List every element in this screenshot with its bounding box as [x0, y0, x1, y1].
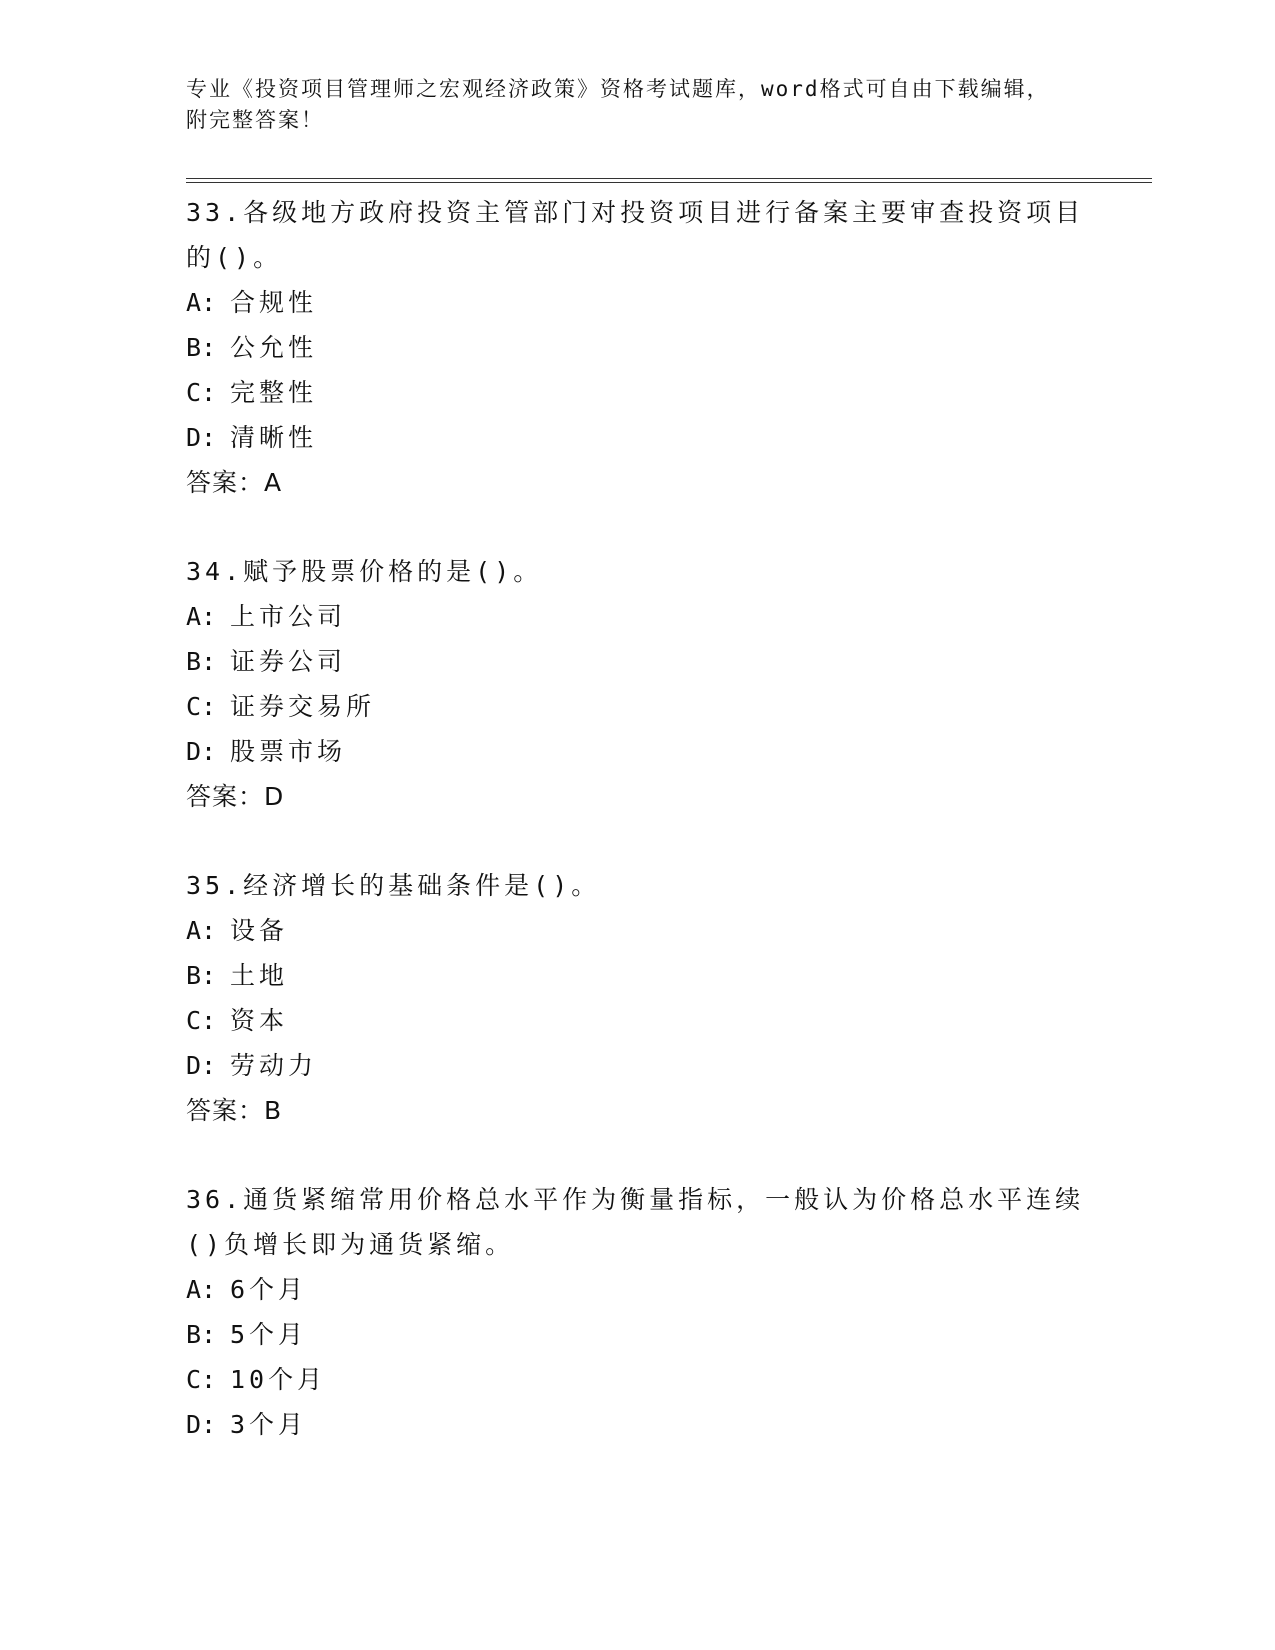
header-divider-top	[186, 178, 1152, 179]
option-key: A:	[186, 1275, 217, 1304]
question-33	[186, 190, 1086, 505]
option-text: 股票市场	[230, 737, 347, 766]
option-key: C:	[186, 692, 217, 721]
option-key: D:	[186, 737, 217, 766]
option-text: 证券交易所	[230, 692, 376, 721]
option-key: B:	[186, 961, 217, 990]
option-key: C:	[186, 1365, 217, 1394]
question-34	[186, 549, 1086, 819]
option-b	[186, 325, 1086, 370]
option-text: 证券公司	[230, 647, 347, 676]
option-key: B:	[186, 647, 217, 676]
option-d	[186, 1402, 1086, 1447]
option-text: 5个月	[230, 1320, 308, 1349]
question-text: 33.各级地方政府投资主管部门对投资项目进行备案主要审查投资项目的()。	[186, 198, 1085, 272]
option-a	[186, 908, 1086, 953]
document-header: 专业《投资项目管理师之宏观经济政策》资格考试题库，word格式可自由下载编辑，附完整答案！	[186, 77, 1050, 132]
question-list	[186, 190, 1086, 1491]
option-key: A:	[186, 288, 217, 317]
option-c	[186, 998, 1086, 1043]
question-text: 36.通货紧缩常用价格总水平作为衡量指标，一般认为价格总水平连续()负增长即为通货紧缩。	[186, 1185, 1085, 1259]
option-c	[186, 684, 1086, 729]
answer-line: 答案：D	[186, 782, 285, 811]
option-c	[186, 370, 1086, 415]
option-a	[186, 594, 1086, 639]
option-text: 劳动力	[230, 1051, 318, 1080]
answer-line: 答案：B	[186, 1096, 283, 1125]
option-key: D:	[186, 423, 217, 452]
option-d	[186, 1043, 1086, 1088]
option-d	[186, 729, 1086, 774]
option-b	[186, 639, 1086, 684]
question-35	[186, 863, 1086, 1133]
option-key: B:	[186, 1320, 217, 1349]
option-text: 完整性	[230, 378, 318, 407]
option-key: C:	[186, 1006, 217, 1035]
option-text: 资本	[230, 1006, 289, 1035]
option-text: 6个月	[230, 1275, 308, 1304]
option-text: 合规性	[230, 288, 318, 317]
question-text: 34.赋予股票价格的是()。	[186, 557, 543, 586]
option-b	[186, 953, 1086, 998]
question-36	[186, 1177, 1086, 1447]
option-text: 上市公司	[230, 602, 347, 631]
option-text: 设备	[230, 916, 289, 945]
answer-line: 答案：A	[186, 468, 283, 497]
option-b	[186, 1312, 1086, 1357]
header-divider-bottom	[186, 182, 1152, 183]
option-key: B:	[186, 333, 217, 362]
option-key: A:	[186, 916, 217, 945]
option-c	[186, 1357, 1086, 1402]
option-text: 土地	[230, 961, 289, 990]
option-text: 公允性	[230, 333, 318, 362]
option-a	[186, 1267, 1086, 1312]
option-key: C:	[186, 378, 217, 407]
option-key: A:	[186, 602, 217, 631]
option-d	[186, 415, 1086, 460]
option-text: 清晰性	[230, 423, 318, 452]
question-text: 35.经济增长的基础条件是()。	[186, 871, 601, 900]
option-a	[186, 280, 1086, 325]
option-key: D:	[186, 1051, 217, 1080]
option-text: 10个月	[230, 1365, 327, 1394]
option-text: 3个月	[230, 1410, 308, 1439]
option-key: D:	[186, 1410, 217, 1439]
